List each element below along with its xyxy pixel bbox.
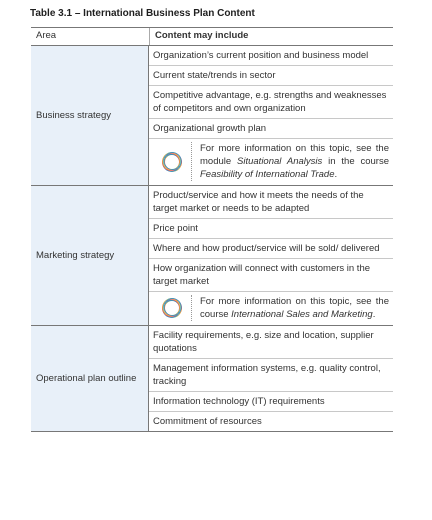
area-cell [31,326,149,431]
area-label: Operational plan outline [36,373,137,384]
list-item: Where and how product/service will be sold/ delivered [149,239,393,259]
course-link-text: Feasibility of International Trade [200,169,335,180]
course-logo-icon [153,151,191,173]
course-link-text: International Sales and Marketing [231,309,373,320]
list-item: Information technology (IT) requirements [149,392,393,412]
table-caption: Table 3.1 – International Business Plan Content [30,8,255,19]
section-marketing-strategy [31,186,393,326]
list-item: Price point [149,219,393,239]
info-text: For more information on this topic, see the module Situational Analysis in the course Feasibility of International Trade. [191,142,389,181]
list-item: Organization’s current position and business model [149,46,393,66]
list-item: Organizational growth plan [149,119,393,139]
header-area: Area [31,28,150,45]
content-cell [149,186,393,325]
info-text: For more information on this topic, see the course International Sales and Marketing. [191,295,389,321]
list-item: Competitive advantage, e.g. strengths and weaknesses of competitors and own organization [149,86,393,119]
area-cell [31,46,149,185]
info-note [149,292,393,325]
content-cell [149,326,393,431]
info-note [149,139,393,185]
module-link-text: Situational Analysis [237,156,323,167]
list-item: Current state/trends in sector [149,66,393,86]
content-cell [149,46,393,185]
area-cell [31,186,149,325]
table-header-row [31,28,393,46]
header-content: Content may include [155,30,249,41]
list-item: Facility requirements, e.g. size and location, supplier quotations [149,326,393,359]
list-item: Product/service and how it meets the needs of the target market or needs to be adapted [149,186,393,219]
section-business-strategy [31,46,393,186]
area-label: Business strategy [36,110,111,121]
section-operational-plan [31,326,393,432]
area-label: Marketing strategy [36,250,115,261]
list-item: Commitment of resources [153,416,262,427]
list-item: Management information systems, e.g. quality control, tracking [149,359,393,392]
list-item: How organization will connect with customers in the target market [149,259,393,292]
course-logo-icon [153,297,191,319]
business-plan-table [31,27,393,432]
